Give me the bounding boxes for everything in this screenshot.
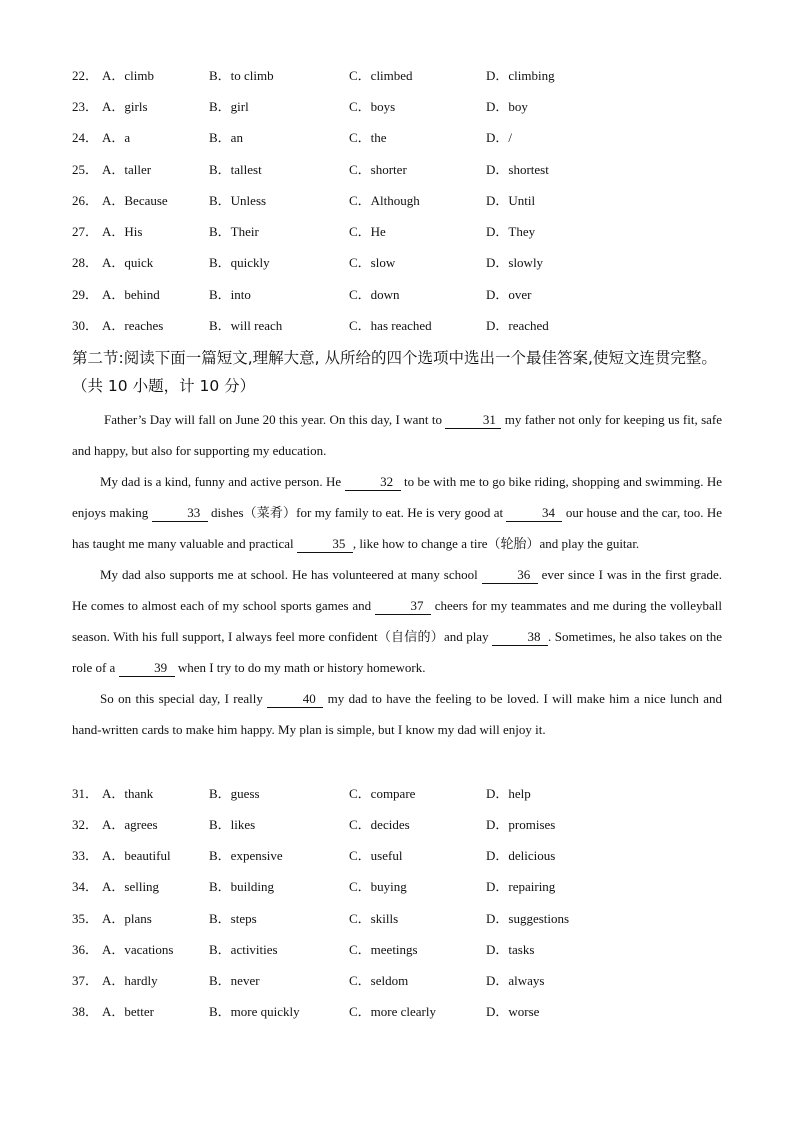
section-instruction: 第二节:阅读下面一篇短文,理解大意, 从所给的四个选项中选出一个最佳答案,使短文连贯完整。 (72, 349, 717, 367)
question-number: 32． (72, 817, 99, 832)
option-b: B．tallest (209, 162, 262, 177)
option-c: C．meetings (349, 942, 418, 957)
option-d: D．reached (486, 318, 549, 333)
question-row (72, 784, 732, 804)
option-b: B．expensive (209, 848, 283, 863)
question-row (72, 253, 732, 273)
option-d: D．suggestions (486, 911, 570, 926)
blank-31: 31 (445, 412, 501, 429)
option-c: C．skills (349, 911, 399, 926)
option-b: B．to climb (209, 68, 274, 83)
option-b: B．girl (209, 99, 249, 114)
option-a: A．His (102, 224, 143, 239)
option-d: D．boy (486, 99, 528, 114)
option-c: C．climbed (349, 68, 413, 83)
option-b: B．likes (209, 817, 256, 832)
blank-32: 32 (345, 474, 401, 491)
question-number: 29． (72, 287, 99, 302)
option-c: C．seldom (349, 973, 409, 988)
question-number: 37． (72, 973, 99, 988)
option-d: D．climbing (486, 68, 555, 83)
option-c: C．slow (349, 255, 396, 270)
reading-passage (72, 404, 722, 745)
option-c: C．shorter (349, 162, 407, 177)
option-a: A．agrees (102, 817, 158, 832)
option-a: A．girls (102, 99, 148, 114)
option-d: D．over (486, 287, 532, 302)
question-row (72, 971, 732, 991)
option-b: B．more quickly (209, 1004, 300, 1019)
option-c: C．down (349, 287, 400, 302)
option-c: C．boys (349, 99, 396, 114)
option-a: A．vacations (102, 942, 174, 957)
question-row (72, 877, 732, 897)
blank-39: 39 (119, 660, 175, 677)
option-b: B．will reach (209, 318, 283, 333)
section-heading (72, 344, 742, 400)
option-b: B．an (209, 130, 243, 145)
question-number: 25． (72, 162, 99, 177)
question-number: 34． (72, 879, 99, 894)
option-c: C．buying (349, 879, 407, 894)
question-row (72, 815, 732, 835)
question-number: 30． (72, 318, 99, 333)
question-row (72, 846, 732, 866)
option-d: D．/ (486, 130, 513, 145)
question-row (72, 1002, 732, 1022)
option-c: C．more clearly (349, 1004, 436, 1019)
option-c: C．has reached (349, 318, 432, 333)
question-number: 38． (72, 1004, 99, 1019)
option-c: C．He (349, 224, 386, 239)
option-a: A．Because (102, 193, 168, 208)
option-b: B．into (209, 287, 251, 302)
option-c: C．compare (349, 786, 416, 801)
blank-40: 40 (267, 691, 323, 708)
option-d: D．always (486, 973, 545, 988)
question-row (72, 128, 732, 148)
option-d: D．slowly (486, 255, 544, 270)
question-row (72, 940, 732, 960)
question-number: 26． (72, 193, 99, 208)
question-number: 22． (72, 68, 99, 83)
blank-35: 35 (297, 536, 353, 553)
blank-37: 37 (375, 598, 431, 615)
option-b: B．activities (209, 942, 278, 957)
question-number: 28． (72, 255, 99, 270)
option-d: D．shortest (486, 162, 549, 177)
question-number: 24． (72, 130, 99, 145)
question-number: 23． (72, 99, 99, 114)
passage-paragraph: My dad is a kind, funny and active person. He 32 to be with me to go bike riding, shopping and swimming. He enjoys making 33 dishes（菜肴）for my family to eat. He is very good at 34 our house and the car, too. He has taught me many valuable and practical 35 , like how to change a tire（轮胎）and play the guitar. (72, 474, 722, 551)
blank-36: 36 (482, 567, 538, 584)
option-a: A．hardly (102, 973, 158, 988)
option-d: D．tasks (486, 942, 535, 957)
passage-paragraph: So on this special day, I really 40 my dad to have the feeling to be loved. I will make him a nice lunch and hand-written cards to make him happy. My plan is simple, but I know my dad will enjoy it. (72, 691, 722, 737)
option-a: A．plans (102, 911, 152, 926)
option-c: C．useful (349, 848, 403, 863)
passage-paragraph: My dad also supports me at school. He has volunteered at many school 36 ever since I was in the first grade. He comes to almost each of my school sports games and 37 cheers for my teammates and me during the volleyball season. With his full support, I always feel more confident（自信的）and play 38 . Sometimes, he also takes on the role of a 39 when I try to do my math or history homework. (72, 567, 722, 675)
option-d: D．delicious (486, 848, 556, 863)
question-number: 36． (72, 942, 99, 957)
option-a: A．selling (102, 879, 160, 894)
option-b: B．steps (209, 911, 257, 926)
option-a: A．thank (102, 786, 154, 801)
question-row (72, 191, 732, 211)
option-a: A．taller (102, 162, 152, 177)
passage-paragraph: Father’s Day will fall on June 20 this year. On this day, I want to 31 my father not only for keeping us fit, safe and happy, but also for supporting my education. (72, 412, 723, 458)
option-d: D．repairing (486, 879, 556, 894)
option-c: C．the (349, 130, 387, 145)
question-row (72, 66, 732, 86)
option-d: D．help (486, 786, 531, 801)
option-b: B．building (209, 879, 275, 894)
option-a: A．a (102, 130, 131, 145)
option-c: C．Although (349, 193, 420, 208)
option-d: D．promises (486, 817, 556, 832)
option-d: D．Until (486, 193, 536, 208)
question-row (72, 97, 732, 117)
question-row (72, 909, 732, 929)
option-b: B．guess (209, 786, 260, 801)
option-a: A．better (102, 1004, 154, 1019)
blank-33: 33 (152, 505, 208, 522)
blank-38: 38 (492, 629, 548, 646)
question-number: 35． (72, 911, 99, 926)
option-a: A．behind (102, 287, 160, 302)
blank-34: 34 (506, 505, 562, 522)
question-row (72, 222, 732, 242)
option-a: A．quick (102, 255, 154, 270)
option-b: B．never (209, 973, 260, 988)
option-a: A．reaches (102, 318, 164, 333)
option-c: C．decides (349, 817, 410, 832)
question-number: 31． (72, 786, 99, 801)
question-number: 33． (72, 848, 99, 863)
option-d: D．They (486, 224, 536, 239)
question-row (72, 285, 732, 305)
option-b: B．Their (209, 224, 259, 239)
section-score-note: （共 10 小题，计 10 分） (72, 377, 256, 395)
option-d: D．worse (486, 1004, 540, 1019)
option-b: B．Unless (209, 193, 267, 208)
option-a: A．climb (102, 68, 154, 83)
question-number: 27． (72, 224, 99, 239)
option-b: B．quickly (209, 255, 270, 270)
question-row (72, 160, 732, 180)
question-row (72, 316, 732, 336)
option-a: A．beautiful (102, 848, 171, 863)
